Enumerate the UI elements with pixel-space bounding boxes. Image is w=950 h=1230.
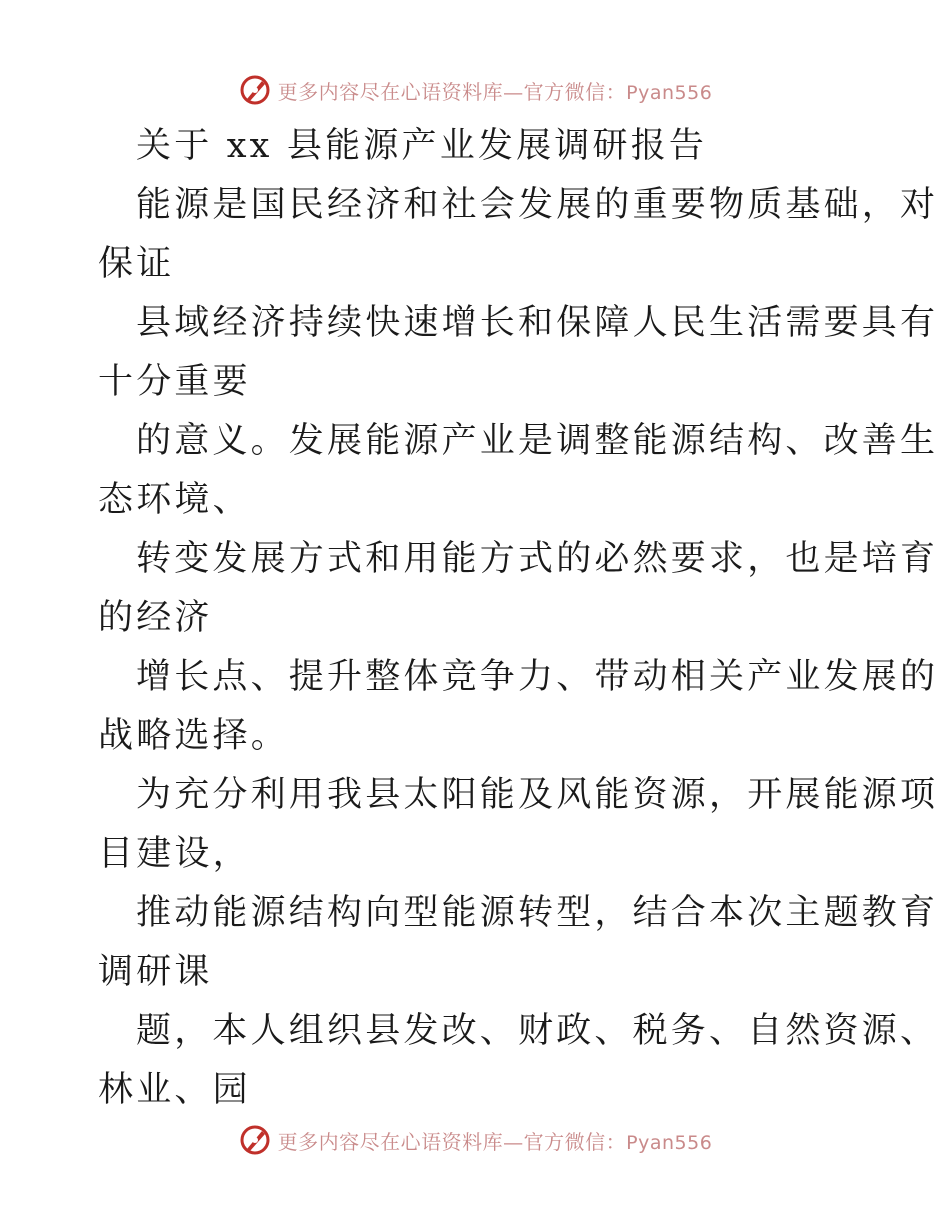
text-line: 转变发展方式和用能方式的必然要求，也是培育: [136, 539, 939, 579]
footer-watermark: [0, 1120, 950, 1160]
text-line: 题，本人组织县发改、财政、税务、自然资源、: [136, 1011, 939, 1051]
text-line: 目建设，: [98, 834, 251, 874]
text-line: 的经济: [98, 598, 213, 638]
quill-logo-icon: [238, 73, 272, 107]
text-line: 为充分利用我县太阳能及风能资源，开展能源项: [136, 775, 939, 815]
text-line: 保证: [98, 244, 175, 284]
watermark-text: 更多内容尽在心语资料库—官方微信：Pyan556: [277, 79, 713, 104]
text-line: 能源是国民经济和社会发展的重要物质基础，对: [136, 185, 939, 225]
watermark-text: 更多内容尽在心语资料库—官方微信：Pyan556: [277, 1129, 713, 1154]
header-watermark: [0, 70, 950, 110]
text-line: 林业、园: [98, 1070, 251, 1110]
text-line: 推动能源结构向型能源转型，结合本次主题教育: [136, 893, 939, 933]
text-line: 增长点、提升整体竞争力、带动相关产业发展的: [136, 657, 939, 697]
text-line: 战略选择。: [98, 716, 290, 756]
text-line: 的意义。发展能源产业是调整能源结构、改善生: [136, 421, 939, 461]
document-title: 关于 xx 县能源产业发展调研报告: [136, 126, 708, 166]
text-line: 县域经济持续快速增长和保障人民生活需要具有: [136, 303, 939, 343]
text-line: 态环境、: [98, 480, 251, 520]
text-line: 十分重要: [98, 362, 251, 402]
text-line: 调研课: [98, 952, 213, 992]
quill-logo-icon: [238, 1123, 272, 1157]
